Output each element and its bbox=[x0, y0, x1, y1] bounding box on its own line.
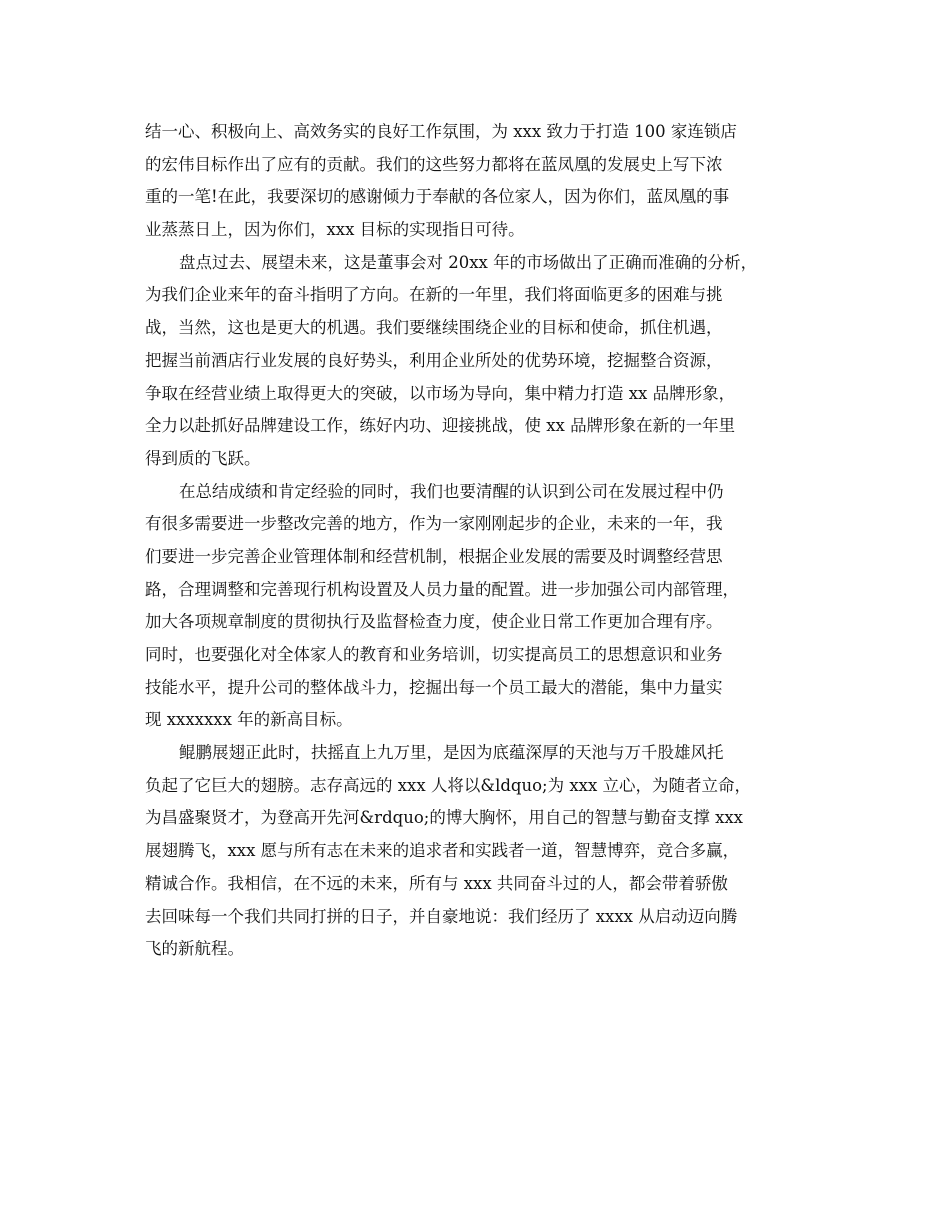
text-line: 为我们企业来年的奋斗指明了方向。在新的一年里，我们将面临更多的困难与挑 bbox=[145, 285, 723, 305]
text-line: 有很多需要进一步整改完善的地方，作为一家刚刚起步的企业，未来的一年，我 bbox=[145, 514, 723, 534]
text-line: 飞的新航程。 bbox=[145, 939, 244, 959]
text-line: 展翅腾飞，xxx 愿与所有志在未来的追求者和实践者一道，智慧博弈，竞合多赢， bbox=[145, 841, 740, 861]
text-line: 同时，也要强化对全体家人的教育和业务培训，切实提高员工的思想意识和业务 bbox=[145, 645, 723, 664]
text-line: 把握当前酒店行业发展的良好势头，利用企业所处的优势环境，挖掘整合资源， bbox=[145, 350, 723, 370]
text-line: 技能水平，提升公司的整体战斗力，挖掘出每一个员工最大的潜能，集中力量实 bbox=[145, 677, 723, 697]
text-line: 的宏伟目标作出了应有的贡献。我们的这些努力都将在蓝凤凰的发展史上写下浓 bbox=[145, 154, 723, 174]
text-line: 业蒸蒸日上，因为你们，xxx 目标的实现指日可待。 bbox=[145, 220, 525, 240]
text-line: 精诚合作。我相信，在不远的未来，所有与 xxx 共同奋斗过的人，都会带着骄傲 bbox=[145, 873, 728, 893]
text-line: 盘点过去、展望未来，这是董事会对 20xx 年的市场做出了正确而准确的分析， bbox=[179, 252, 758, 272]
text-line: 战，当然，这也是更大的机遇。我们要继续围绕企业的目标和使命，抓住机遇， bbox=[145, 318, 723, 338]
text-line: 们要进一步完善企业管理体制和经营机制，根据企业发展的需要及时调整经营思 bbox=[145, 546, 723, 566]
text-line: 路，合理调整和完善现行机构设置及人员力量的配置。进一步加强公司内部管理， bbox=[145, 579, 739, 599]
text-line: 结一心、积极向上、高效务实的良好工作氛围，为 xxx 致力于打造 100 家连锁店 bbox=[145, 122, 737, 141]
text-line: 得到质的飞跃。 bbox=[145, 448, 261, 468]
text-line: 去回味每一个我们共同打拼的日子，并自豪地说：我们经历了 xxxx 从启动迈向腾 bbox=[145, 906, 738, 926]
text-line: 负起了它巨大的翅膀。志存高远的 xxx 人将以&ldquo;为 xxx 立心，为随者立命， bbox=[145, 775, 752, 795]
text-line: 为昌盛聚贤才，为登高开先河&rdquo;的博大胸怀，用自己的智慧与勤奋支撑 xxx bbox=[145, 808, 743, 828]
text-line: 全力以赴抓好品牌建设工作，练好内功、迎接挑战，使 xx 品牌形象在新的一年里 bbox=[145, 416, 736, 436]
text-line: 加大各项规章制度的贯彻执行及监督检查力度，使企业日常工作更加合理有序。 bbox=[145, 612, 723, 632]
text-line: 现 xxxxxxx 年的新高目标。 bbox=[145, 710, 353, 730]
text-line: 在总结成绩和肯定经验的同时，我们也要清醒的认识到公司在发展过程中仍 bbox=[179, 481, 724, 501]
text-line: 鲲鹏展翅正此时，扶摇直上九万里，是因为底蕴深厚的天池与万千股雄风托 bbox=[179, 743, 724, 763]
text-line: 重的一笔!在此，我要深切的感谢倾力于奉献的各位家人，因为你们，蓝凤凰的事 bbox=[145, 187, 730, 207]
text-line: 争取在经营业绩上取得更大的突破，以市场为导向，集中精力打造 xx 品牌形象， bbox=[145, 383, 736, 403]
document-body bbox=[145, 116, 825, 966]
